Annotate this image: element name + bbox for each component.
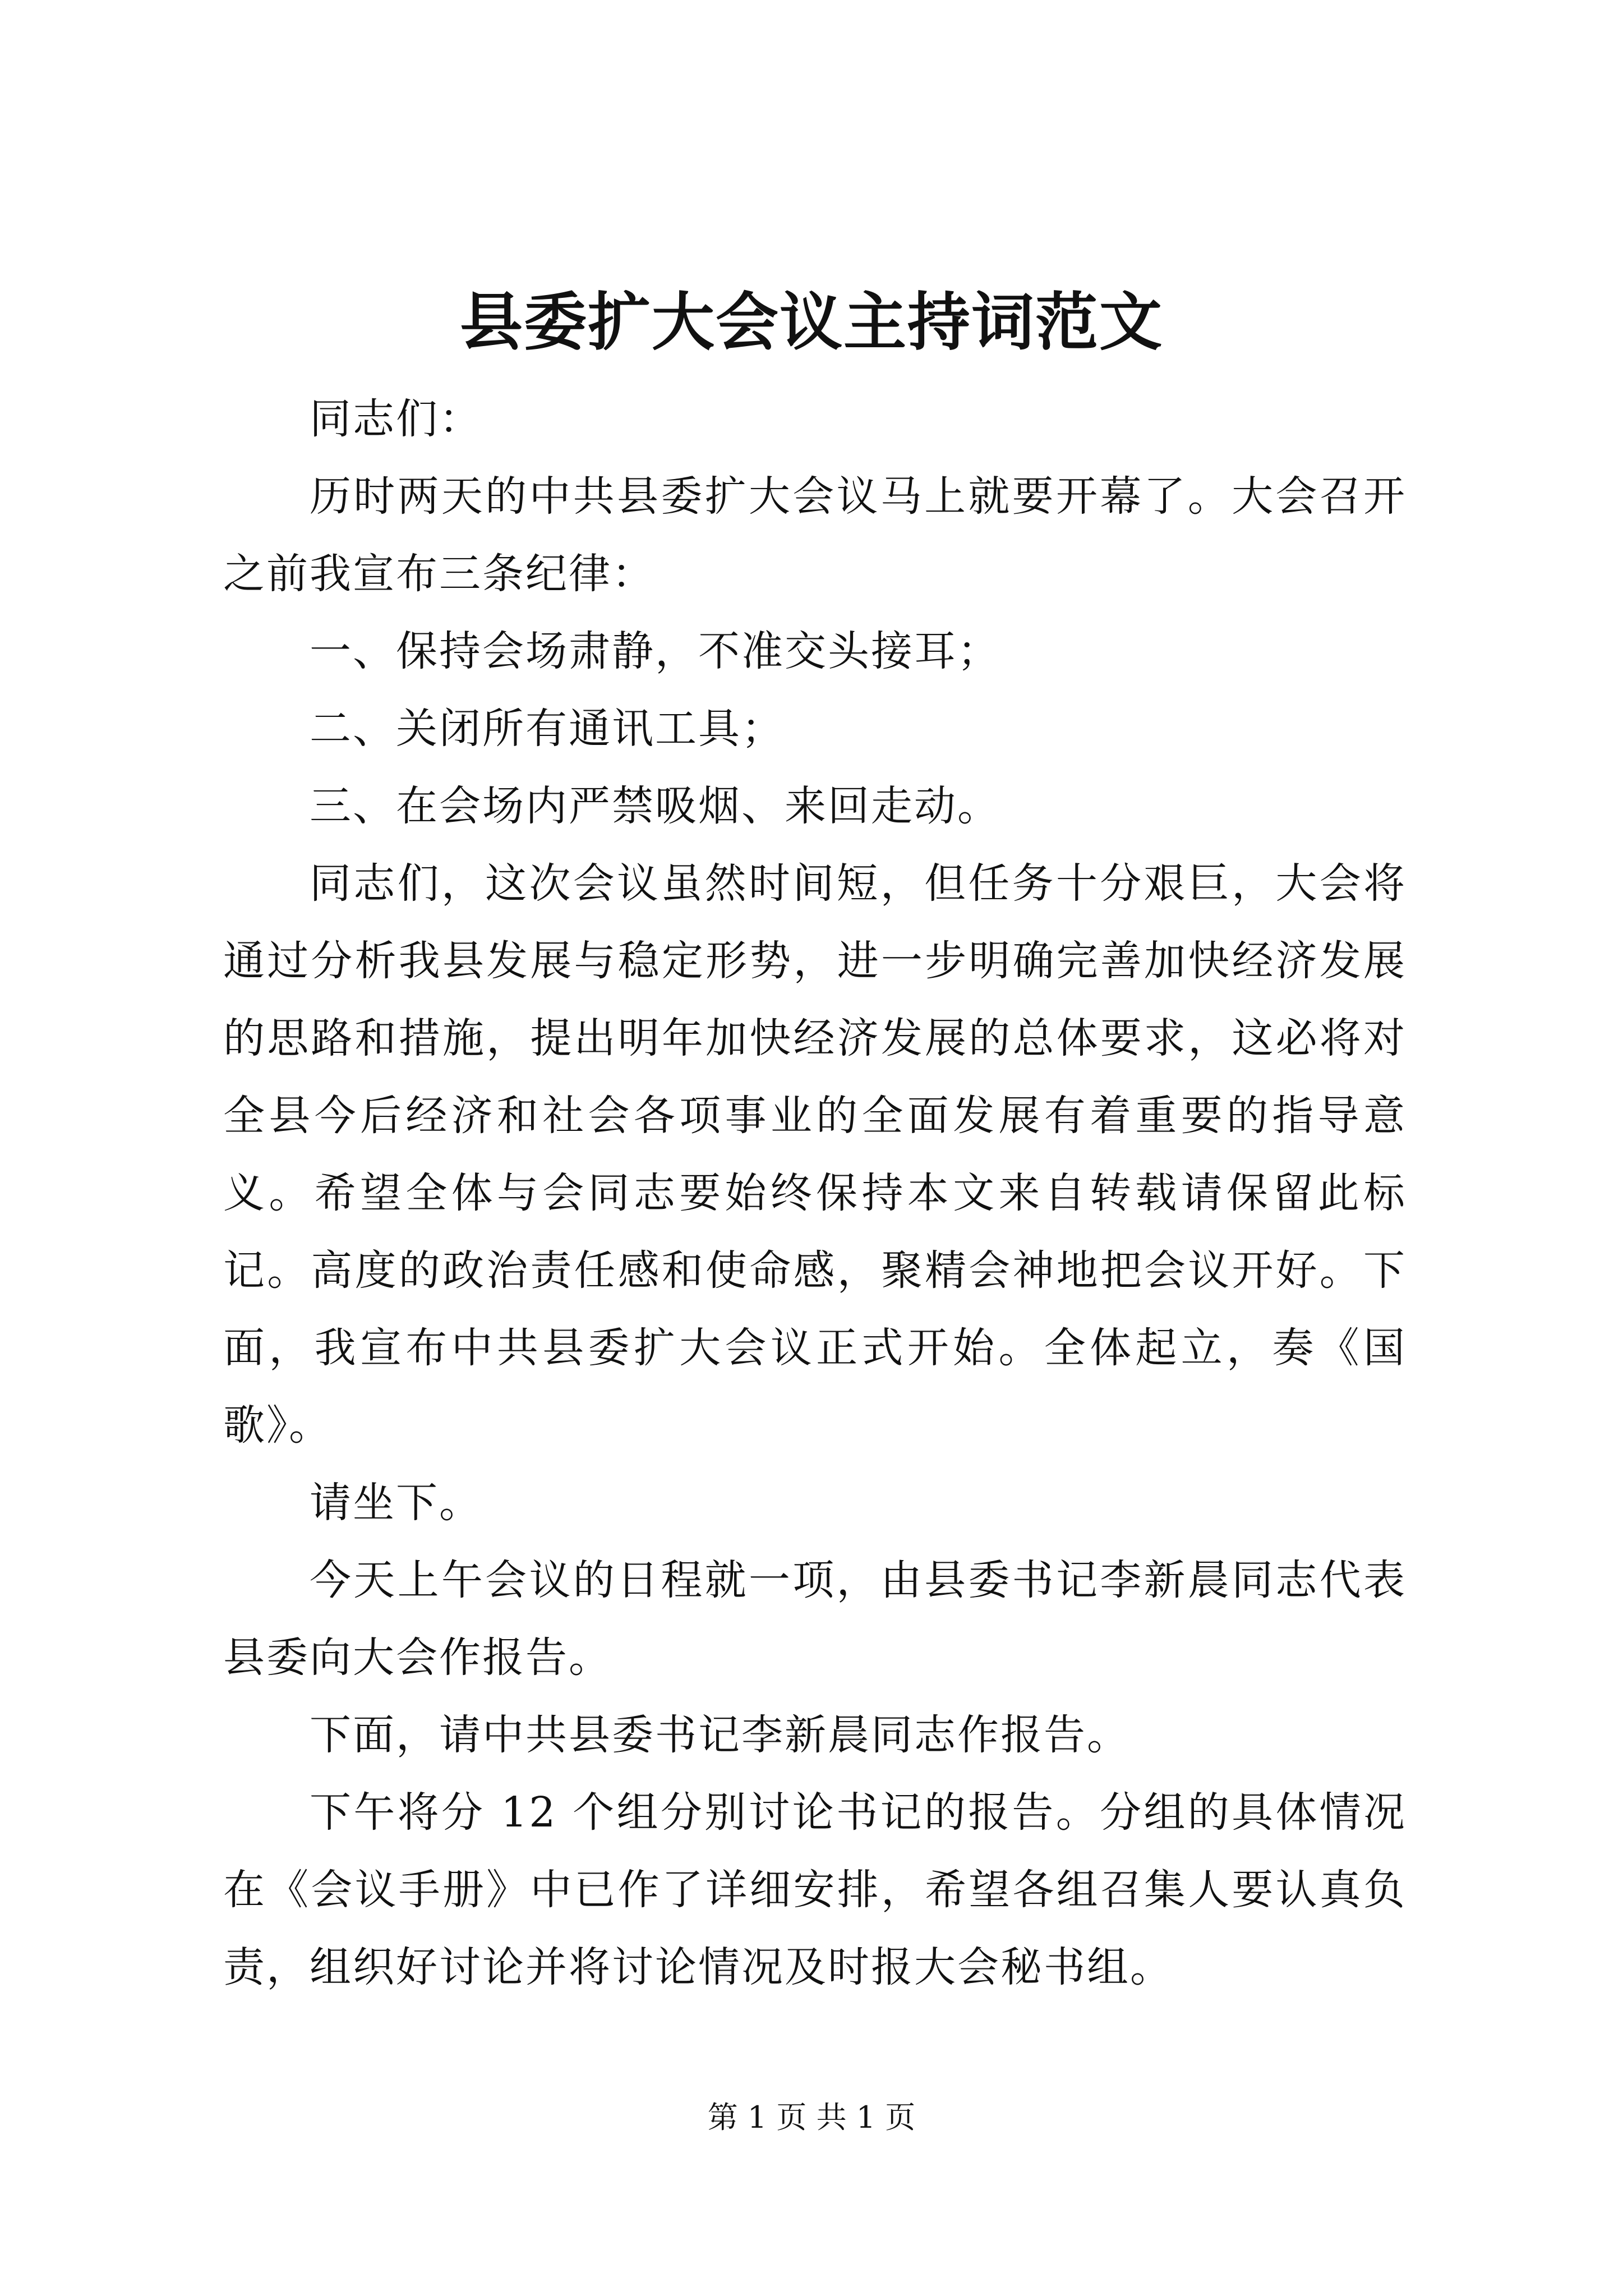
paragraph-opening: 历时两天的中共县委扩大会议马上就要开幕了。大会召开之前我宣布三条纪律：: [223, 472, 1407, 598]
paragraph-afternoon-groups: 下午将分 12 个组分别讨论书记的报告。分组的具体情况在《会议手册》中已作了详细安排，希望各组召集人要认真负责，组织好讨论并将讨论情况及时报大会秘书组。: [223, 1788, 1407, 1991]
paragraph-rule-3: 三、在会场内严禁吸烟、来回走动。: [310, 782, 1000, 830]
document-body: [223, 380, 1407, 2006]
paragraph-meeting-purpose: 同志们，这次会议虽然时间短，但任务十分艰巨，大会将通过分析我县发展与稳定形势，进一步明确完善加快经济发展的思路和措施，提出明年加快经济发展的总体要求，这必将对全县今后经济和社会各项事业的全面发展有着重要的指导意义。希望全体与会同志要始终保持本文来自转载请保留此标记。高度的政治责任感和使命感，聚精会神地把会议开好。下面，我宣布中共县委扩大会议正式开始。全体起立，奏《国歌》。: [223, 859, 1407, 1450]
paragraph-salutation: 同志们：: [310, 395, 482, 443]
document-title: 县委扩大会议主持词范文: [460, 286, 1163, 359]
paragraph-rule-1: 一、保持会场肃静，不准交头接耳；: [310, 627, 1000, 675]
paragraph-be-seated: 请坐下。: [310, 1479, 482, 1527]
paragraph-report-invite: 下面，请中共县委书记李新晨同志作报告。: [310, 1711, 1130, 1759]
paragraph-morning-agenda: 今天上午会议的日程就一项，由县委书记李新晨同志代表县委向大会作报告。: [223, 1556, 1407, 1682]
paragraph-rule-2: 二、关闭所有通讯工具；: [310, 705, 785, 753]
page-footer: 第 1 页 共 1 页: [707, 2100, 916, 2135]
